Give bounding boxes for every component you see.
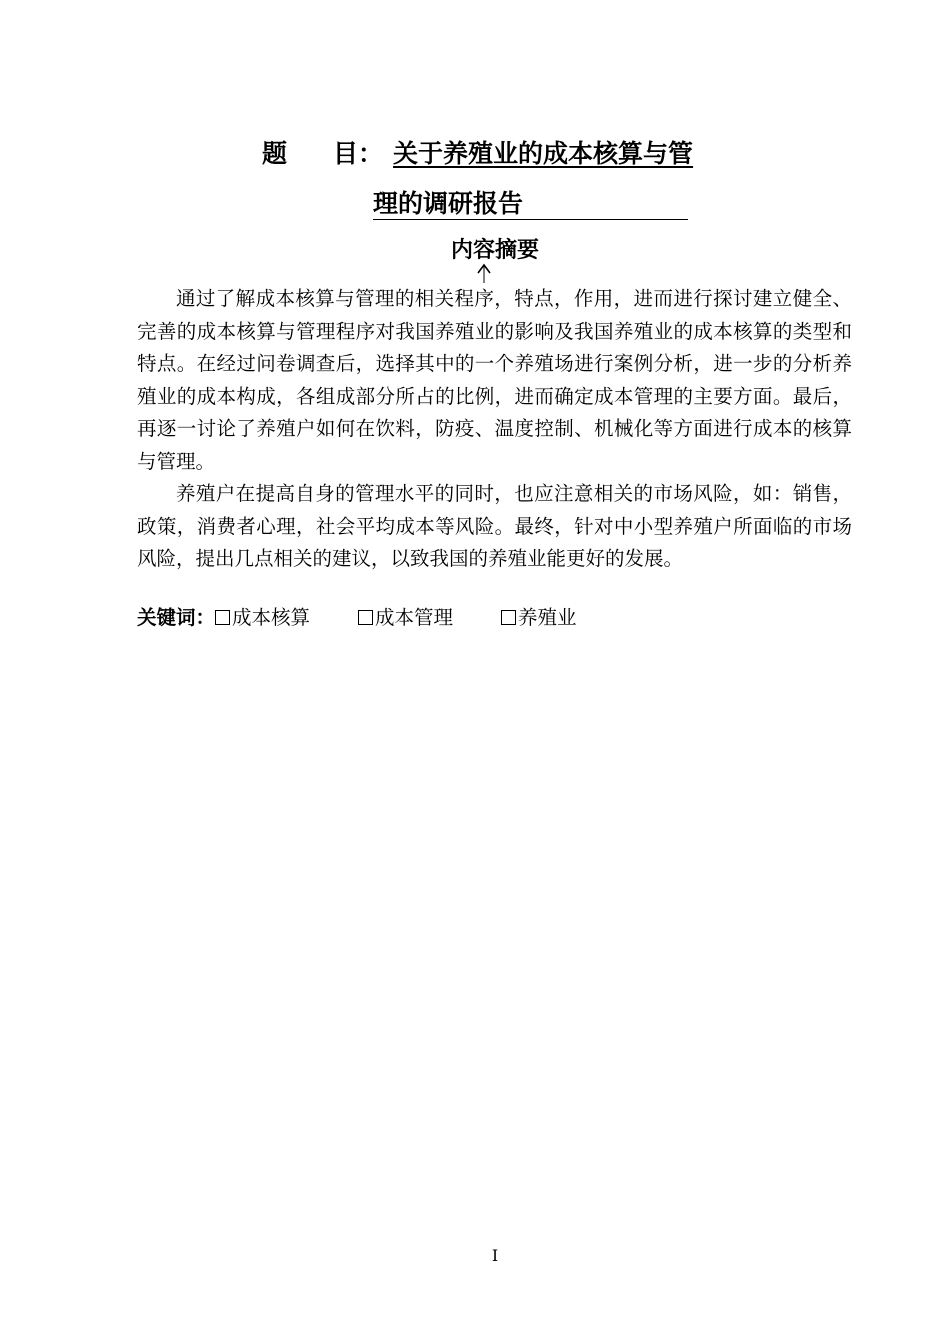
title-line-2 (373, 186, 688, 222)
title-label-second: 目： (333, 139, 384, 168)
keyword-item (358, 602, 453, 634)
abstract-paragraph-2: 养殖户在提高自身的管理水平的同时，也应注意相关的市场风险，如：销售，政策，消费者心理，社会平均成本等风险。最终，针对中小型养殖户所面临的市场风险，提出几点相关的建议，以致我国的养殖业能更好的发展。 (137, 482, 852, 570)
keyword-text: 养殖业 (518, 606, 577, 629)
keyword-item (501, 602, 577, 634)
title-text-line-2: 理的调研报告 (373, 189, 688, 220)
keyword-text: 成本核算 (232, 606, 311, 629)
abstract-heading: 内容摘要 (450, 238, 539, 263)
keywords-label: 关键词： (137, 606, 216, 629)
insertion-caret-icon (476, 262, 492, 284)
abstract-paragraph-1: 通过了解成本核算与管理的相关程序，特点，作用，进而进行探讨建立健全、完善的成本核算与管理程序对我国养殖业的影响及我国养殖业的成本核算的类型和特点。在经过问卷调查后，选择其中的一个养殖场进行案例分析，进一步的分析养殖业的成本构成，各组成部分所占的比例，进而确定成本管理的主要方面。最后，再逐一讨论了养殖户如何在饮料，防疫、温度控制、机械化等方面进行成本的核算与管理。 (137, 287, 852, 473)
checkbox-square-icon (215, 610, 230, 625)
title-text-line-1: 关于养殖业的成本核算与管 (393, 139, 694, 168)
title-line-1 (262, 136, 693, 172)
checkbox-square-icon (501, 610, 516, 625)
page-number: I (491, 1246, 499, 1265)
title-label (262, 136, 383, 172)
checkbox-square-icon (358, 610, 373, 625)
keywords-line (137, 602, 577, 634)
title-label-first: 题 (262, 139, 288, 168)
keyword-item (215, 602, 310, 634)
abstract-body (137, 283, 852, 576)
keyword-text: 成本管理 (375, 606, 454, 629)
